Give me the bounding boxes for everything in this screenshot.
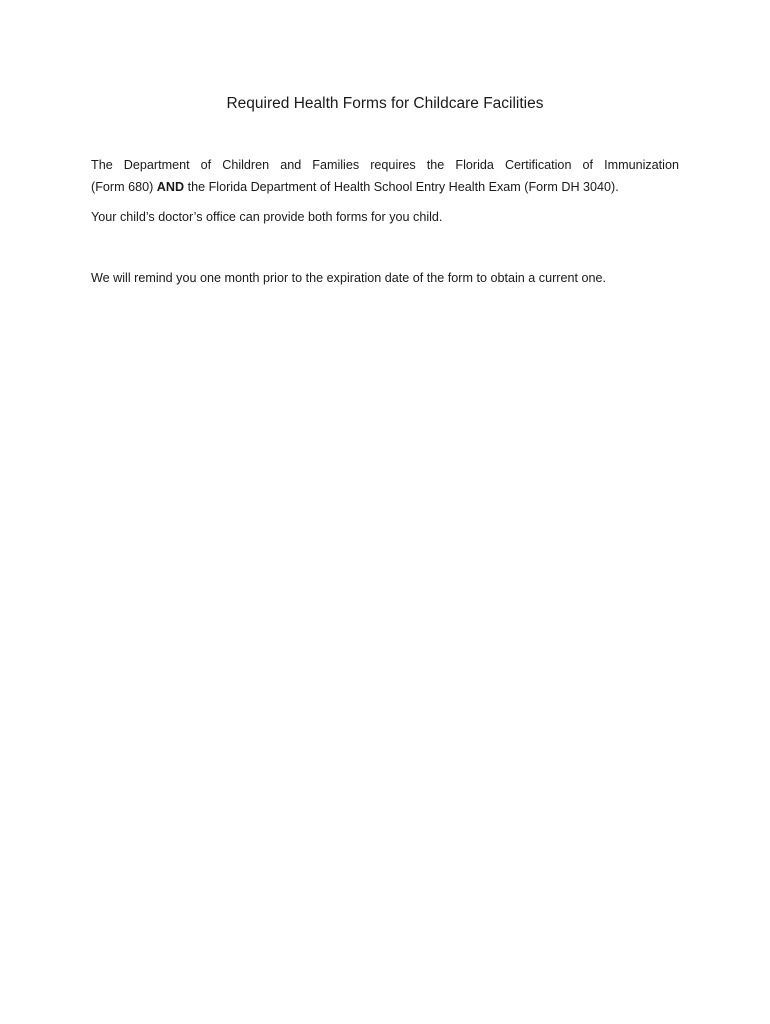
paragraph-reminder: We will remind you one month prior to the expiration date of the form to obtain a current one. xyxy=(91,271,606,285)
paragraph-text: (Form 680) xyxy=(91,179,157,194)
paragraph-doctor-office: Your child’s doctor’s office can provide both forms for you child. xyxy=(91,210,443,224)
paragraph-text: the Florida Department of Health School Entry Health Exam (Form DH 3040). xyxy=(184,179,619,194)
emphasis-and: AND xyxy=(156,179,185,194)
paragraph-line: The Department of Children and Families requires the Florida Certification of Immunization xyxy=(91,158,679,172)
paragraph-forms-required xyxy=(91,155,679,198)
paragraph-line xyxy=(91,177,679,199)
page-title: Required Health Forms for Childcare Facilities xyxy=(226,95,544,112)
